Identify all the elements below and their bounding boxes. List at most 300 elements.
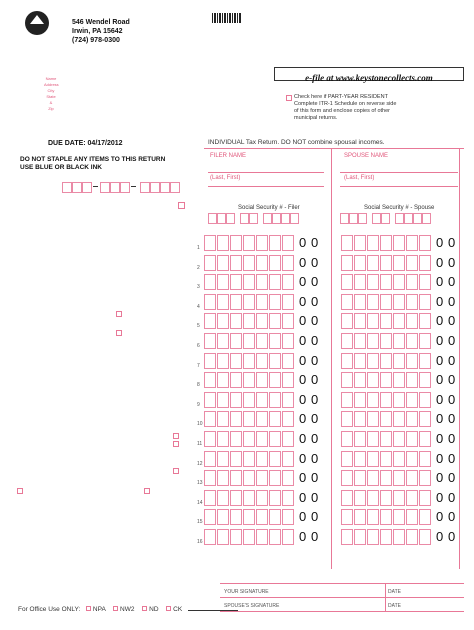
phone-number: (724) 978-0300 bbox=[72, 37, 120, 44]
digit-cell[interactable] bbox=[341, 235, 353, 251]
digit-cell[interactable] bbox=[230, 490, 242, 506]
digit-cell[interactable] bbox=[367, 451, 379, 467]
digit-cell[interactable] bbox=[217, 255, 229, 271]
digit-cell[interactable] bbox=[204, 392, 216, 408]
digit-cell[interactable] bbox=[354, 529, 366, 545]
spouse-amount-field[interactable] bbox=[341, 235, 461, 251]
digit-cell[interactable] bbox=[406, 509, 418, 525]
digit-cell[interactable] bbox=[419, 411, 431, 427]
digit-cell[interactable] bbox=[354, 313, 366, 329]
cents-digit: 0 bbox=[311, 392, 319, 407]
spouse-amount-field[interactable] bbox=[341, 313, 461, 329]
digit-cell[interactable] bbox=[393, 274, 405, 290]
digit-cell[interactable] bbox=[393, 392, 405, 408]
digit-cell[interactable] bbox=[282, 333, 294, 349]
digit-cell[interactable] bbox=[243, 470, 255, 486]
digit-cell[interactable] bbox=[204, 255, 216, 271]
digit-cell[interactable] bbox=[419, 333, 431, 349]
digit-cell[interactable] bbox=[367, 274, 379, 290]
digit-cell[interactable] bbox=[354, 255, 366, 271]
part-year-text: Check here if PART-YEAR RESIDENT Complete ITR-1 Schedule on reverse side of this form and enclose copies of other municipal returns. bbox=[294, 94, 397, 121]
digit-cell[interactable] bbox=[419, 470, 431, 486]
digit-cell[interactable] bbox=[341, 294, 353, 310]
digit-cell[interactable] bbox=[269, 353, 281, 369]
digit-cell[interactable] bbox=[367, 470, 379, 486]
digit-cell[interactable] bbox=[419, 529, 431, 545]
digit-cell[interactable] bbox=[217, 274, 229, 290]
digit-cell[interactable] bbox=[230, 451, 242, 467]
filer-amount-field[interactable] bbox=[204, 294, 324, 310]
ssn-filer-field[interactable] bbox=[208, 213, 324, 224]
digit-cell[interactable] bbox=[367, 235, 379, 251]
digit-cell[interactable] bbox=[204, 529, 216, 545]
checkbox-d[interactable] bbox=[173, 433, 179, 439]
filer-amount-field[interactable] bbox=[204, 431, 324, 447]
cents-digit: 0 bbox=[448, 235, 456, 250]
digit-cell[interactable] bbox=[380, 431, 392, 447]
spouse-amount-field[interactable] bbox=[341, 392, 461, 408]
ssn-spouse-field[interactable] bbox=[340, 213, 456, 224]
digit-cell[interactable] bbox=[269, 255, 281, 271]
digit-cell[interactable] bbox=[419, 490, 431, 506]
digit-cell[interactable] bbox=[341, 529, 353, 545]
digit-cell[interactable] bbox=[230, 235, 242, 251]
digit-cell[interactable] bbox=[367, 431, 379, 447]
digit-cell[interactable] bbox=[367, 392, 379, 408]
line-number: 8 bbox=[197, 382, 200, 388]
digit-cell[interactable] bbox=[282, 451, 294, 467]
digit-cell[interactable] bbox=[243, 392, 255, 408]
digit-cell[interactable] bbox=[204, 509, 216, 525]
address-block bbox=[72, 18, 130, 45]
spouse-name-label: SPOUSE NAME bbox=[344, 153, 389, 159]
digit-cell[interactable] bbox=[256, 313, 268, 329]
digit-cell[interactable] bbox=[243, 372, 255, 388]
line-number: 1 bbox=[197, 245, 200, 251]
digit-cell[interactable] bbox=[393, 372, 405, 388]
checkbox-a[interactable] bbox=[178, 202, 185, 209]
digit-cell[interactable] bbox=[406, 235, 418, 251]
digit-cell[interactable] bbox=[282, 431, 294, 447]
digit-cell[interactable] bbox=[269, 333, 281, 349]
digit-cell[interactable] bbox=[243, 451, 255, 467]
digit-cell[interactable] bbox=[406, 313, 418, 329]
digit-cell[interactable] bbox=[419, 392, 431, 408]
digit-cell[interactable] bbox=[243, 274, 255, 290]
digit-cell[interactable] bbox=[282, 372, 294, 388]
digit-cell[interactable] bbox=[217, 313, 229, 329]
digit-cell[interactable] bbox=[256, 294, 268, 310]
digit-cell[interactable] bbox=[341, 274, 353, 290]
nw2-checkbox[interactable] bbox=[113, 606, 118, 611]
digit-cell[interactable] bbox=[282, 529, 294, 545]
address-line-2: Irwin, PA 15642 bbox=[72, 28, 123, 35]
digit-cell[interactable] bbox=[282, 411, 294, 427]
cents-digit: 0 bbox=[436, 411, 444, 426]
digit-cell[interactable] bbox=[282, 294, 294, 310]
digit-cell[interactable] bbox=[269, 509, 281, 525]
digit-cell[interactable] bbox=[419, 353, 431, 369]
spouse-amount-field[interactable] bbox=[341, 294, 461, 310]
digit-cell[interactable] bbox=[419, 451, 431, 467]
cents-digit: 0 bbox=[311, 255, 319, 270]
digit-cell[interactable] bbox=[256, 451, 268, 467]
digit-cell[interactable] bbox=[204, 470, 216, 486]
filer-amount-field[interactable] bbox=[204, 490, 324, 506]
digit-cell[interactable] bbox=[380, 274, 392, 290]
digit-cell[interactable] bbox=[204, 372, 216, 388]
digit-cell[interactable] bbox=[406, 255, 418, 271]
digit-cell[interactable] bbox=[230, 294, 242, 310]
digit-cell[interactable] bbox=[217, 470, 229, 486]
digit-cell[interactable] bbox=[367, 490, 379, 506]
digit-cell[interactable] bbox=[419, 313, 431, 329]
spouse-amount-field[interactable] bbox=[341, 372, 461, 388]
digit-cell[interactable] bbox=[243, 294, 255, 310]
digit-cell[interactable] bbox=[380, 353, 392, 369]
digit-cell[interactable] bbox=[393, 529, 405, 545]
filer-amount-field[interactable] bbox=[204, 470, 324, 486]
digit-cell[interactable] bbox=[256, 274, 268, 290]
digit-cell[interactable] bbox=[282, 353, 294, 369]
digit-cell[interactable] bbox=[367, 353, 379, 369]
cents-digit: 0 bbox=[299, 529, 307, 544]
digit-cell[interactable] bbox=[393, 451, 405, 467]
digit-cell[interactable] bbox=[204, 411, 216, 427]
digit-cell[interactable] bbox=[419, 509, 431, 525]
digit-cell[interactable] bbox=[380, 372, 392, 388]
digit-cell[interactable] bbox=[230, 509, 242, 525]
digit-cell[interactable] bbox=[204, 451, 216, 467]
account-number-field[interactable] bbox=[62, 182, 182, 194]
digit-cell[interactable] bbox=[393, 255, 405, 271]
digit-cell[interactable] bbox=[354, 274, 366, 290]
digit-cell[interactable] bbox=[230, 431, 242, 447]
digit-cell[interactable] bbox=[256, 411, 268, 427]
npa-label: NPA bbox=[92, 606, 106, 613]
digit-cell[interactable] bbox=[204, 353, 216, 369]
digit-cell[interactable] bbox=[269, 529, 281, 545]
checkbox-h[interactable] bbox=[144, 488, 150, 494]
spouse-amount-field[interactable] bbox=[341, 529, 461, 545]
checkbox-c[interactable] bbox=[116, 330, 122, 336]
digit-cell[interactable] bbox=[419, 274, 431, 290]
digit-cell[interactable] bbox=[341, 392, 353, 408]
digit-cell[interactable] bbox=[380, 470, 392, 486]
digit-cell[interactable] bbox=[243, 255, 255, 271]
filer-amount-field[interactable] bbox=[204, 509, 324, 525]
digit-cell[interactable] bbox=[354, 490, 366, 506]
filer-amount-field[interactable] bbox=[204, 392, 324, 408]
digit-cell[interactable] bbox=[380, 294, 392, 310]
checkbox-b[interactable] bbox=[116, 311, 122, 317]
digit-cell[interactable] bbox=[406, 470, 418, 486]
digit-cell[interactable] bbox=[341, 333, 353, 349]
spouse-amount-field[interactable] bbox=[341, 431, 461, 447]
filer-amount-field[interactable] bbox=[204, 411, 324, 427]
instructions: DO NOT STAPLE ANY ITEMS TO THIS RETURN USE BLUE OR BLACK INK bbox=[20, 156, 166, 171]
spouse-amount-field[interactable] bbox=[341, 509, 461, 525]
digit-cell[interactable] bbox=[354, 392, 366, 408]
digit-cell[interactable] bbox=[217, 509, 229, 525]
line-number: 9 bbox=[197, 402, 200, 408]
spouse-amount-field[interactable] bbox=[341, 255, 461, 271]
digit-cell[interactable] bbox=[393, 509, 405, 525]
cents-digit: 0 bbox=[436, 255, 444, 270]
checkbox-f[interactable] bbox=[173, 468, 179, 474]
digit-cell[interactable] bbox=[269, 411, 281, 427]
digit-cell[interactable] bbox=[217, 411, 229, 427]
digit-cell[interactable] bbox=[380, 509, 392, 525]
digit-cell[interactable] bbox=[230, 313, 242, 329]
digit-cell[interactable] bbox=[354, 411, 366, 427]
cents-digit: 0 bbox=[299, 235, 307, 250]
spouse-amount-field[interactable] bbox=[341, 353, 461, 369]
digit-cell[interactable] bbox=[419, 372, 431, 388]
digit-cell[interactable] bbox=[419, 431, 431, 447]
digit-cell[interactable] bbox=[243, 529, 255, 545]
digit-cell[interactable] bbox=[393, 411, 405, 427]
digit-cell[interactable] bbox=[419, 294, 431, 310]
digit-cell[interactable] bbox=[256, 490, 268, 506]
digit-cell[interactable] bbox=[269, 392, 281, 408]
nd-checkbox[interactable] bbox=[142, 606, 147, 611]
digit-cell[interactable] bbox=[243, 431, 255, 447]
digit-cell[interactable] bbox=[217, 431, 229, 447]
filer-amount-field[interactable] bbox=[204, 451, 324, 467]
digit-cell[interactable] bbox=[230, 372, 242, 388]
digit-cell[interactable] bbox=[217, 529, 229, 545]
digit-cell[interactable] bbox=[380, 333, 392, 349]
digit-cell[interactable] bbox=[256, 470, 268, 486]
digit-cell[interactable] bbox=[393, 294, 405, 310]
logo bbox=[24, 10, 50, 36]
digit-cell[interactable] bbox=[243, 411, 255, 427]
digit-cell[interactable] bbox=[217, 392, 229, 408]
digit-cell[interactable] bbox=[269, 235, 281, 251]
spouse-amount-field[interactable] bbox=[341, 333, 461, 349]
digit-cell[interactable] bbox=[406, 353, 418, 369]
digit-cell[interactable] bbox=[230, 411, 242, 427]
filer-amount-field[interactable] bbox=[204, 255, 324, 271]
digit-cell[interactable] bbox=[217, 451, 229, 467]
filer-amount-field[interactable] bbox=[204, 529, 324, 545]
digit-cell[interactable] bbox=[367, 313, 379, 329]
digit-cell[interactable] bbox=[269, 313, 281, 329]
digit-cell[interactable] bbox=[217, 353, 229, 369]
digit-cell[interactable] bbox=[380, 411, 392, 427]
digit-cell[interactable] bbox=[393, 470, 405, 486]
digit-cell[interactable] bbox=[204, 294, 216, 310]
digit-cell[interactable] bbox=[282, 255, 294, 271]
digit-cell[interactable] bbox=[354, 451, 366, 467]
digit-cell[interactable] bbox=[204, 333, 216, 349]
digit-cell[interactable] bbox=[217, 372, 229, 388]
digit-cell[interactable] bbox=[256, 353, 268, 369]
digit-cell[interactable] bbox=[367, 294, 379, 310]
digit-cell[interactable] bbox=[256, 431, 268, 447]
digit-cell[interactable] bbox=[393, 313, 405, 329]
digit-cell[interactable] bbox=[204, 313, 216, 329]
digit-cell[interactable] bbox=[380, 235, 392, 251]
filer-amount-field[interactable] bbox=[204, 372, 324, 388]
digit-cell[interactable] bbox=[367, 509, 379, 525]
cents-digit: 0 bbox=[311, 411, 319, 426]
line-number: 10 bbox=[197, 421, 203, 427]
line-number: 12 bbox=[197, 461, 203, 467]
digit-cell[interactable] bbox=[204, 235, 216, 251]
digit-cell[interactable] bbox=[406, 274, 418, 290]
spouse-amount-field[interactable] bbox=[341, 490, 461, 506]
cents-digit: 0 bbox=[311, 470, 319, 485]
filer-amount-field[interactable] bbox=[204, 353, 324, 369]
filer-amount-field[interactable] bbox=[204, 274, 324, 290]
digit-cell[interactable] bbox=[419, 235, 431, 251]
digit-cell[interactable] bbox=[341, 353, 353, 369]
digit-cell[interactable] bbox=[393, 431, 405, 447]
digit-cell[interactable] bbox=[282, 235, 294, 251]
digit-cell[interactable] bbox=[380, 255, 392, 271]
digit-cell[interactable] bbox=[256, 392, 268, 408]
filer-amount-field[interactable] bbox=[204, 333, 324, 349]
digit-cell[interactable] bbox=[354, 353, 366, 369]
digit-cell[interactable] bbox=[204, 274, 216, 290]
digit-cell[interactable] bbox=[406, 294, 418, 310]
digit-cell[interactable] bbox=[243, 313, 255, 329]
digit-cell[interactable] bbox=[341, 490, 353, 506]
digit-cell[interactable] bbox=[230, 274, 242, 290]
digit-cell[interactable] bbox=[341, 313, 353, 329]
ck-checkbox[interactable] bbox=[166, 606, 171, 611]
digit-cell[interactable] bbox=[282, 392, 294, 408]
digit-cell[interactable] bbox=[367, 372, 379, 388]
digit-cell[interactable] bbox=[256, 372, 268, 388]
digit-cell[interactable] bbox=[367, 529, 379, 545]
digit-cell[interactable] bbox=[230, 529, 242, 545]
spouse-amount-field[interactable] bbox=[341, 451, 461, 467]
digit-cell[interactable] bbox=[204, 431, 216, 447]
digit-cell[interactable] bbox=[243, 235, 255, 251]
digit-cell[interactable] bbox=[367, 255, 379, 271]
cents-digit: 0 bbox=[436, 313, 444, 328]
checkbox-e[interactable] bbox=[173, 441, 179, 447]
digit-cell[interactable] bbox=[354, 431, 366, 447]
filer-amount-field[interactable] bbox=[204, 235, 324, 251]
digit-cell[interactable] bbox=[230, 392, 242, 408]
digit-cell[interactable] bbox=[406, 333, 418, 349]
checkbox-g[interactable] bbox=[17, 488, 23, 494]
digit-cell[interactable] bbox=[341, 451, 353, 467]
digit-cell[interactable] bbox=[243, 333, 255, 349]
digit-cell[interactable] bbox=[243, 509, 255, 525]
digit-cell[interactable] bbox=[230, 470, 242, 486]
line-number: 15 bbox=[197, 519, 203, 525]
digit-cell[interactable] bbox=[367, 333, 379, 349]
digit-cell[interactable] bbox=[367, 411, 379, 427]
digit-cell[interactable] bbox=[393, 235, 405, 251]
digit-cell[interactable] bbox=[282, 470, 294, 486]
digit-cell[interactable] bbox=[282, 274, 294, 290]
digit-cell[interactable] bbox=[256, 255, 268, 271]
digit-cell[interactable] bbox=[230, 333, 242, 349]
digit-cell[interactable] bbox=[341, 372, 353, 388]
digit-cell[interactable] bbox=[256, 509, 268, 525]
digit-cell[interactable] bbox=[269, 490, 281, 506]
digit-cell[interactable] bbox=[380, 313, 392, 329]
digit-cell[interactable] bbox=[230, 255, 242, 271]
digit-cell[interactable] bbox=[406, 529, 418, 545]
digit-cell[interactable] bbox=[393, 353, 405, 369]
spouse-amount-field[interactable] bbox=[341, 274, 461, 290]
barcode bbox=[212, 13, 242, 23]
digit-cell[interactable] bbox=[341, 470, 353, 486]
digit-cell[interactable] bbox=[282, 490, 294, 506]
digit-cell[interactable] bbox=[380, 451, 392, 467]
digit-cell[interactable] bbox=[217, 294, 229, 310]
digit-cell[interactable] bbox=[380, 490, 392, 506]
digit-cell[interactable] bbox=[419, 255, 431, 271]
digit-cell[interactable] bbox=[256, 333, 268, 349]
digit-cell[interactable] bbox=[406, 490, 418, 506]
digit-cell[interactable] bbox=[217, 333, 229, 349]
digit-cell[interactable] bbox=[256, 235, 268, 251]
digit-cell[interactable] bbox=[406, 431, 418, 447]
digit-cell[interactable] bbox=[269, 274, 281, 290]
digit-cell[interactable] bbox=[341, 411, 353, 427]
digit-cell[interactable] bbox=[354, 470, 366, 486]
digit-cell[interactable] bbox=[354, 235, 366, 251]
digit-cell[interactable] bbox=[204, 490, 216, 506]
digit-cell[interactable] bbox=[269, 451, 281, 467]
spouse-amount-field[interactable] bbox=[341, 411, 461, 427]
digit-cell[interactable] bbox=[243, 490, 255, 506]
digit-cell[interactable] bbox=[217, 235, 229, 251]
efile-banner[interactable] bbox=[274, 67, 464, 81]
digit-cell[interactable] bbox=[393, 333, 405, 349]
digit-cell[interactable] bbox=[230, 353, 242, 369]
digit-cell[interactable] bbox=[354, 372, 366, 388]
digit-cell[interactable] bbox=[341, 255, 353, 271]
digit-cell[interactable] bbox=[217, 490, 229, 506]
digit-cell[interactable] bbox=[282, 313, 294, 329]
digit-cell[interactable] bbox=[380, 392, 392, 408]
digit-cell[interactable] bbox=[406, 392, 418, 408]
digit-cell[interactable] bbox=[406, 372, 418, 388]
spouse-amount-field[interactable] bbox=[341, 470, 461, 486]
cents-digit: 0 bbox=[311, 313, 319, 328]
digit-cell[interactable] bbox=[341, 509, 353, 525]
digit-cell[interactable] bbox=[354, 509, 366, 525]
digit-cell[interactable] bbox=[282, 509, 294, 525]
digit-cell[interactable] bbox=[256, 529, 268, 545]
digit-cell[interactable] bbox=[269, 431, 281, 447]
npa-checkbox[interactable] bbox=[86, 606, 91, 611]
cents-digit: 0 bbox=[299, 392, 307, 407]
digit-cell[interactable] bbox=[406, 411, 418, 427]
part-year-checkbox[interactable] bbox=[286, 95, 292, 101]
filer-amount-field[interactable] bbox=[204, 313, 324, 329]
digit-cell[interactable] bbox=[354, 333, 366, 349]
digit-cell[interactable] bbox=[393, 490, 405, 506]
digit-cell[interactable] bbox=[406, 451, 418, 467]
digit-cell[interactable] bbox=[341, 431, 353, 447]
digit-cell[interactable] bbox=[269, 470, 281, 486]
digit-cell[interactable] bbox=[243, 353, 255, 369]
digit-cell[interactable] bbox=[380, 529, 392, 545]
digit-cell[interactable] bbox=[269, 372, 281, 388]
digit-cell[interactable] bbox=[354, 294, 366, 310]
digit-cell[interactable] bbox=[269, 294, 281, 310]
